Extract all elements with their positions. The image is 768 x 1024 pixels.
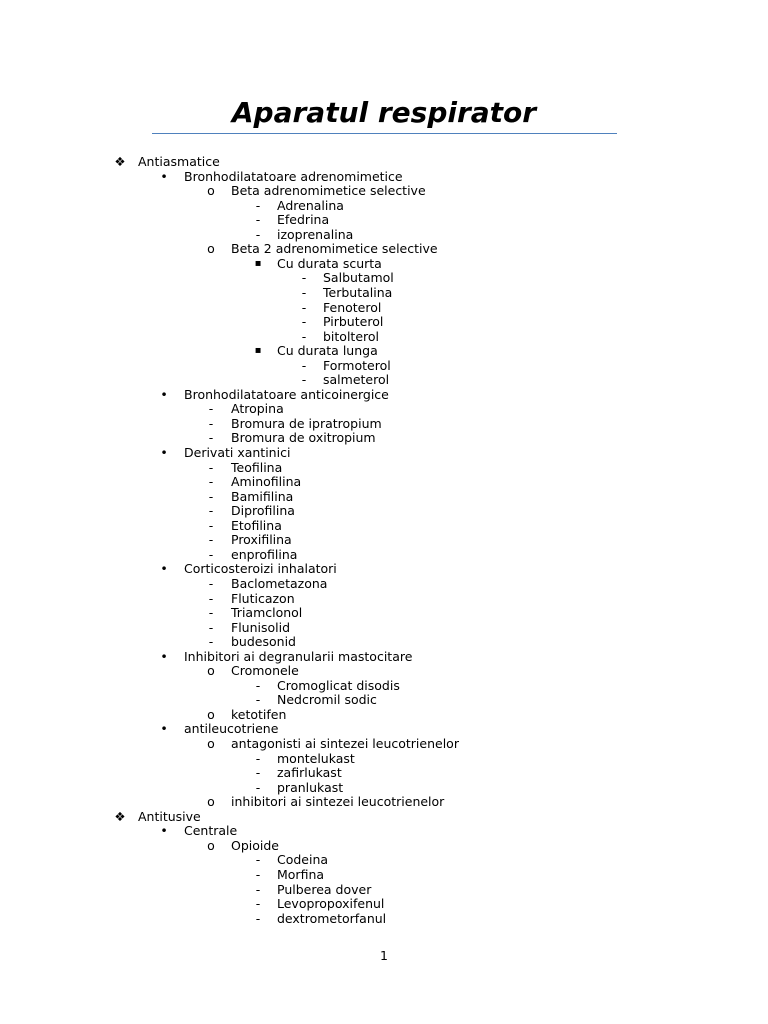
- list-item-text: Efedrina: [277, 212, 330, 228]
- list-item-text: Bromura de ipratropium: [231, 415, 382, 431]
- bullet-marker-icon: •: [160, 823, 168, 839]
- list-item-text: Pirbuterol: [323, 314, 384, 330]
- bullet-marker-icon: •: [160, 445, 168, 460]
- list-item-text: antileucotriene: [184, 721, 279, 737]
- list-item-text: montelukast: [277, 750, 355, 766]
- list-item-text: Triamclonol: [231, 605, 303, 621]
- list-item-text: zafirlukast: [277, 765, 342, 781]
- list-item-text: Antiasmatice: [138, 154, 220, 169]
- list-item-text: Cromoglicat disodis: [277, 677, 400, 693]
- list-item-text: Centrale: [184, 823, 238, 839]
- list-item-text: Opioide: [231, 837, 279, 853]
- list-item-text: Diprofilina: [231, 503, 295, 519]
- list-item-text: Levopropoxifenul: [277, 896, 385, 912]
- list-item-text: Pulberea dover: [277, 881, 372, 897]
- dash-marker-icon: -: [255, 765, 261, 781]
- list-item-text: Etofilina: [231, 517, 282, 533]
- list-item-text: Derivati xantinici: [184, 445, 291, 460]
- dash-marker-icon: -: [208, 546, 214, 562]
- dash-marker-icon: -: [208, 575, 214, 591]
- list-item-text: Bromura de oxitropium: [231, 430, 376, 446]
- list-item-text: enprofilina: [231, 546, 298, 562]
- bullet-marker-icon: •: [160, 721, 168, 737]
- list-item-text: dextrometorfanul: [277, 910, 387, 926]
- dash-marker-icon: -: [301, 372, 307, 388]
- dash-marker-icon: -: [301, 284, 307, 300]
- circle-marker-icon: o: [207, 837, 215, 853]
- dash-marker-icon: -: [208, 517, 214, 533]
- dash-marker-icon: -: [208, 401, 214, 417]
- list-item-text: Cromonele: [231, 663, 299, 679]
- dash-marker-icon: -: [208, 532, 214, 548]
- dash-marker-icon: -: [255, 226, 261, 242]
- dash-marker-icon: -: [208, 590, 214, 606]
- circle-marker-icon: o: [207, 794, 215, 810]
- dash-marker-icon: -: [208, 503, 214, 519]
- dash-marker-icon: -: [255, 910, 261, 926]
- dash-marker-icon: -: [301, 270, 307, 286]
- list-item-text: Proxifilina: [231, 532, 292, 548]
- dash-marker-icon: -: [301, 314, 307, 330]
- bullet-marker-icon: •: [160, 168, 168, 184]
- list-item-text: ketotifen: [231, 706, 287, 722]
- list-item-text: Beta adrenomimetice selective: [231, 183, 426, 199]
- dash-marker-icon: -: [255, 896, 261, 912]
- dash-marker-icon: -: [208, 619, 214, 635]
- list-item-text: Nedcromil sodic: [277, 692, 377, 708]
- list-item-text: Baclometazona: [231, 575, 328, 591]
- list-item-text: Fenoterol: [323, 299, 382, 315]
- circle-marker-icon: o: [207, 706, 215, 722]
- circle-marker-icon: o: [207, 736, 215, 751]
- list-item-text: pranlukast: [277, 779, 344, 795]
- list-item-text: Salbutamol: [323, 270, 394, 286]
- dash-marker-icon: -: [301, 357, 307, 373]
- list-item-text: Inhibitori ai degranularii mastocitare: [184, 648, 413, 664]
- dash-marker-icon: -: [255, 692, 261, 708]
- bullet-marker-icon: •: [160, 648, 168, 664]
- list-item-text: inhibitori ai sintezei leucotrienelor: [231, 794, 445, 810]
- list-item-text: Terbutalina: [323, 284, 393, 300]
- title-underline: [152, 133, 617, 134]
- diamond-marker-icon: ❖: [114, 808, 126, 824]
- square-marker-icon: ▪: [254, 345, 262, 357]
- list-item-text: Corticosteroizi inhalatori: [184, 561, 337, 577]
- list-item-text: Bamifilina: [231, 488, 294, 504]
- list-item-text: izoprenalina: [277, 226, 354, 242]
- dash-marker-icon: -: [255, 750, 261, 766]
- list-item-text: Bronhodilatatoare adrenomimetice: [184, 168, 403, 184]
- dash-marker-icon: -: [255, 212, 261, 228]
- dash-marker-icon: -: [255, 866, 261, 882]
- list-item-text: Flunisolid: [231, 619, 291, 635]
- dash-marker-icon: -: [208, 415, 214, 431]
- list-item-text: Cu durata lunga: [277, 343, 378, 359]
- dash-marker-icon: -: [301, 328, 307, 344]
- list-item-text: bitolterol: [323, 328, 380, 344]
- list-item-text: Bronhodilatatoare anticoinergice: [184, 386, 389, 402]
- list-item-text: Formoterol: [323, 357, 391, 373]
- list-item-text: antagonisti ai sintezei leucotrienelor: [231, 736, 459, 751]
- square-marker-icon: ▪: [254, 257, 262, 269]
- bullet-marker-icon: •: [160, 561, 168, 577]
- dash-marker-icon: -: [255, 881, 261, 897]
- list-item-text: Beta 2 adrenomimetice selective: [231, 241, 438, 257]
- dash-marker-icon: -: [255, 677, 261, 693]
- dash-marker-icon: -: [208, 430, 214, 446]
- circle-marker-icon: o: [207, 183, 215, 199]
- list-item-text: Adrenalina: [277, 197, 344, 213]
- list-item-text: Atropina: [231, 401, 284, 417]
- list-item-text: salmeterol: [323, 372, 390, 388]
- list-item-text: Cu durata scurta: [277, 255, 382, 271]
- dash-marker-icon: -: [208, 605, 214, 621]
- circle-marker-icon: o: [207, 241, 215, 257]
- dash-marker-icon: -: [208, 634, 214, 650]
- list-item-text: Antitusive: [138, 808, 201, 824]
- dash-marker-icon: -: [208, 459, 214, 475]
- list-item-text: budesonid: [231, 634, 296, 650]
- page-number: 1: [380, 948, 388, 963]
- dash-marker-icon: -: [255, 197, 261, 213]
- dash-marker-icon: -: [255, 779, 261, 795]
- dash-marker-icon: -: [301, 299, 307, 315]
- bullet-marker-icon: •: [160, 386, 168, 402]
- list-item-text: Codeina: [277, 852, 329, 868]
- dash-marker-icon: -: [255, 852, 261, 868]
- list-item-text: Aminofilina: [231, 474, 302, 490]
- diamond-marker-icon: ❖: [114, 154, 126, 169]
- page-title: Aparatul respirator: [231, 96, 537, 129]
- list-item-text: Fluticazon: [231, 590, 295, 606]
- dash-marker-icon: -: [208, 474, 214, 490]
- list-item-text: Teofilina: [231, 459, 283, 475]
- circle-marker-icon: o: [207, 663, 215, 679]
- list-item-text: Morfina: [277, 866, 325, 882]
- dash-marker-icon: -: [208, 488, 214, 504]
